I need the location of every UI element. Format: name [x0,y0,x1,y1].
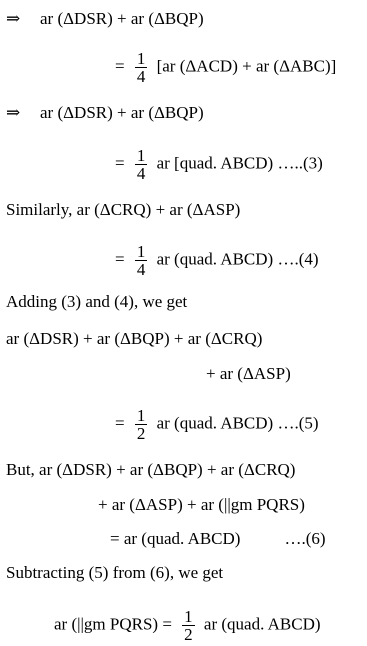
line-13-text: = ar (quad. ABCD) [110,529,241,548]
line-5 [6,200,240,220]
fraction [182,608,195,643]
line-3-text: ar (ΔDSR) + ar (ΔBQP) [40,103,204,122]
fraction-numerator: 1 [136,406,146,425]
line-13 [110,529,326,549]
fraction [135,147,148,182]
fraction [135,50,148,85]
line-8-text: ar (ΔDSR) + ar (ΔBQP) + ar (ΔCRQ) [6,329,263,348]
line-15 [54,608,321,643]
line-1-text: ar (ΔDSR) + ar (ΔBQP) [40,9,204,28]
line-3 [6,103,204,123]
fraction-denominator: 2 [136,424,146,443]
line-6-text: ar (quad. ABCD) ….(4) [156,249,319,269]
line-11-text: But, ar (ΔDSR) + ar (ΔBQP) + ar (ΔCRQ) [6,460,296,479]
line-15-lhs: ar (||gm PQRS) = [54,614,172,634]
line-4 [115,147,323,182]
fraction [135,407,148,442]
fraction-denominator: 4 [136,67,146,86]
fraction-numerator: 1 [184,607,193,626]
implies-arrow-1: ⇒ [6,9,21,28]
line-6 [115,243,319,278]
fraction-numerator: 1 [136,49,146,68]
line-14 [6,563,223,583]
equals-sign: = [115,56,125,76]
line-15-text: ar (quad. ABCD) [203,614,321,634]
fraction [135,243,148,278]
line-12 [98,495,305,515]
fraction-denominator: 4 [136,164,146,183]
equals-sign: = [115,413,125,433]
line-11 [6,460,295,480]
equation-number-6: ….(6) [284,529,326,548]
line-10-text: ar (quad. ABCD) ….(5) [156,413,319,433]
line-2-text: [ar (ΔACD) + ar (ΔABC)] [156,56,337,76]
implies-arrow-2: ⇒ [6,103,21,122]
fraction-denominator: 2 [184,625,193,644]
line-8 [6,329,262,349]
equals-sign: = [115,153,125,173]
equals-sign: = [115,249,125,269]
line-12-text: + ar (ΔASP) + ar (||gm PQRS) [98,495,305,514]
line-7-text: Adding (3) and (4), we get [6,292,188,311]
line-9 [206,364,291,384]
fraction-numerator: 1 [136,242,146,261]
line-9-text: + ar (ΔASP) [206,364,291,383]
line-2 [115,50,336,85]
line-7 [6,292,187,312]
line-14-text: Subtracting (5) from (6), we get [6,563,224,582]
line-1 [6,9,204,29]
line-5-text: Similarly, ar (ΔCRQ) + ar (ΔASP) [6,200,241,219]
line-10 [115,407,319,442]
fraction-denominator: 4 [136,260,146,279]
line-4-text: ar [quad. ABCD) …..(3) [156,153,323,173]
fraction-numerator: 1 [136,146,146,165]
